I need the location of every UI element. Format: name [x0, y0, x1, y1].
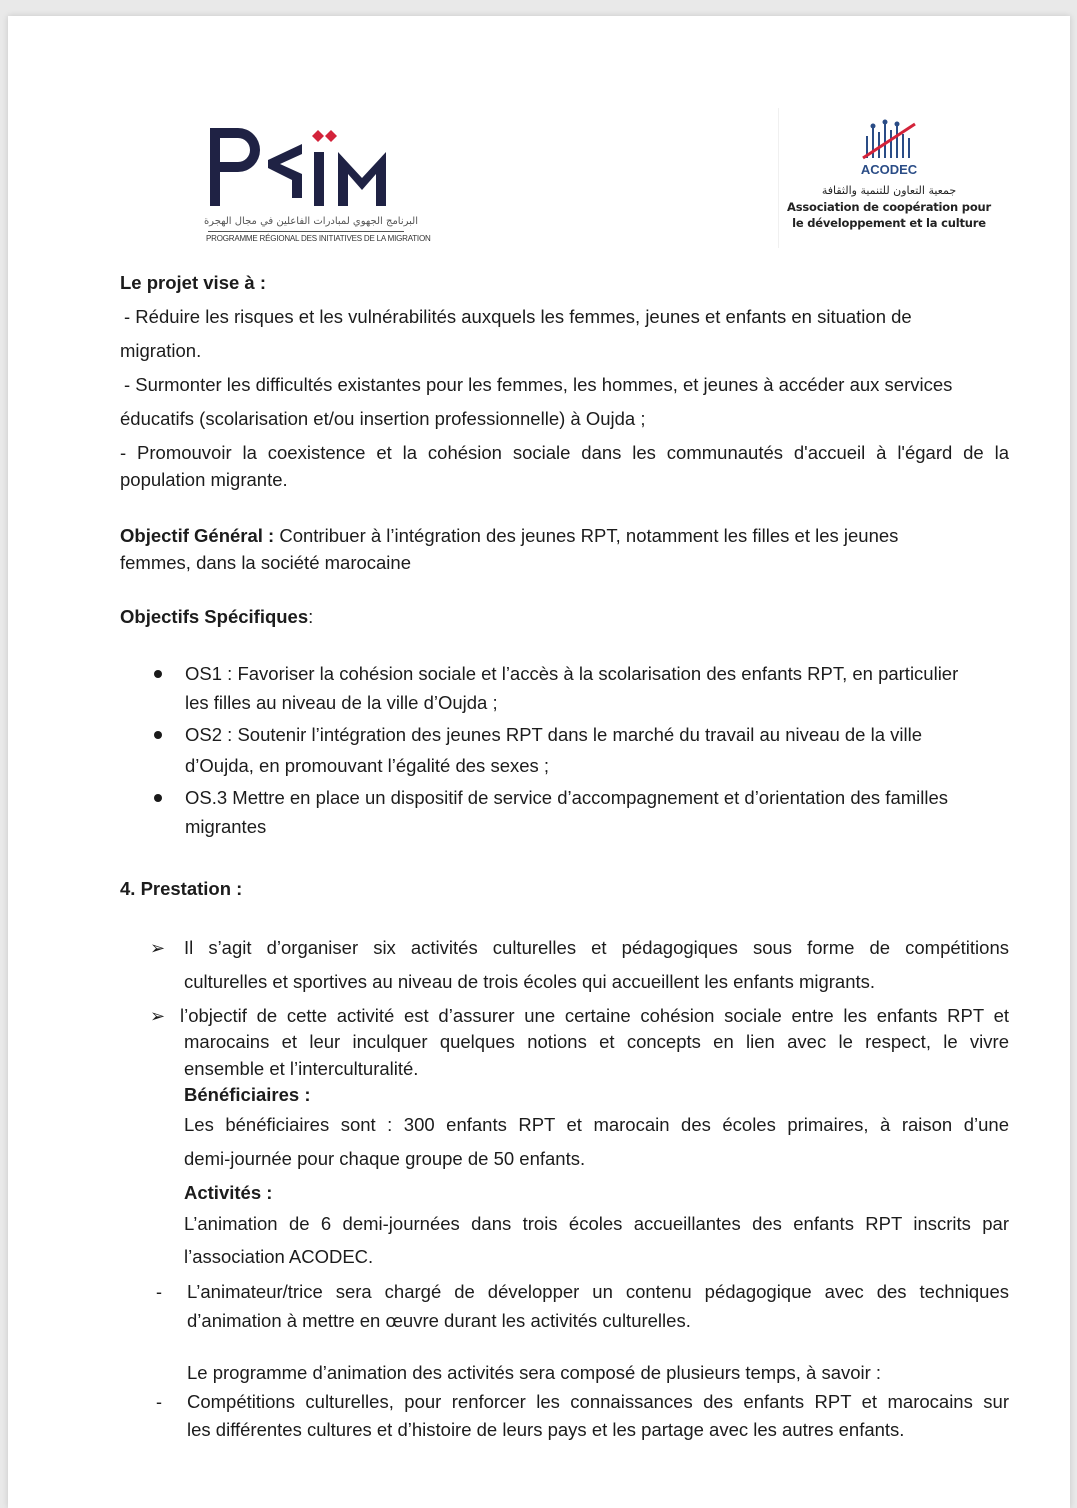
acodec-emblem-icon: [859, 118, 919, 162]
competitions-line-2: les différentes cultures et d’histoire de leurs pays et les partage avec les autres enfants.: [187, 1419, 905, 1440]
prim-logo-mark: [204, 120, 409, 212]
projet-item-3-cont: population migrante.: [120, 469, 288, 490]
arrow-bullet-icon: ➢: [150, 1006, 166, 1026]
arrow-bullet-icon: ➢: [150, 938, 166, 958]
activites-heading: Activités :: [184, 1182, 273, 1203]
dash-bullet: -: [156, 1282, 162, 1302]
projet-item-1: - Réduire les risques et les vulnérabilités auxquels les femmes, jeunes et enfants en situation de: [124, 306, 912, 327]
prestation-item-1-line-1: Il s’agit d’organiser six activités culturelles et pédagogiques sous forme de compétitions: [184, 937, 1009, 958]
os2-line-1: OS2 : Soutenir l’intégration des jeunes RPT dans le marché du travail au niveau de la ville: [185, 724, 922, 745]
bullet-icon: [154, 731, 162, 739]
objectifs-specifiques-heading: [120, 604, 313, 630]
acodec-arabic-text: جمعية التعاون للتنمية والثقافة: [821, 184, 957, 197]
os2-line-2: d’Oujda, en promouvant l’égalité des sexes ;: [185, 755, 550, 776]
projet-item-1-cont: migration.: [120, 340, 202, 361]
bullet-icon: [154, 670, 162, 678]
prestation-heading: 4. Prestation :: [120, 878, 243, 899]
prestation-item-2-line-3: ensemble et l’interculturalité.: [184, 1058, 419, 1079]
projet-heading: Le projet vise à :: [120, 272, 266, 293]
beneficiaires-line-2: demi-journée pour chaque groupe de 50 enfants.: [184, 1148, 586, 1169]
beneficiaires-line-1: Les bénéficiaires sont : 300 enfants RPT et marocain des écoles primaires, à raison d’une: [184, 1114, 1009, 1135]
prim-arabic-text: البرنامج الجهوي لمبادرات الفاعلين في مجال الهجرة: [203, 216, 418, 227]
dash-bullet: -: [156, 1392, 162, 1412]
objectifs-specifiques-label: Objectifs Spécifiques: [120, 606, 309, 627]
prestation-item-1-line-2: culturelles et sportives au niveau de trois écoles qui accueillent les enfants migrants.: [184, 971, 876, 992]
animateur-line-1: L’animateur/trice sera chargé de développer un contenu pédagogique avec des techniques: [187, 1281, 1009, 1302]
projet-item-2-cont: éducatifs (scolarisation et/ou insertion professionnelle) à Oujda ;: [120, 408, 646, 429]
os3-line-2: migrantes: [185, 816, 267, 837]
objectif-general-line-2: femmes, dans la société marocaine: [120, 552, 411, 573]
acodec-french-line-1: Association de coopération pour: [787, 200, 991, 214]
prestation-item-2-line-1: l’objectif de cette activité est d’assurer une certaine cohésion sociale entre les enfants RPT et: [180, 1005, 1009, 1026]
prim-divider: [208, 231, 404, 232]
prestation-item-2-line-2: marocains et leur inculquer quelques notions et concepts en lien avec le respect, le vivre: [184, 1031, 1009, 1052]
competitions-line-1: Compétitions culturelles, pour renforcer les connaissances des enfants RPT et marocains sur: [187, 1391, 1009, 1412]
programme-line: Le programme d’animation des activités sera composé de plusieurs temps, à savoir :: [187, 1362, 882, 1383]
objectifs-specifiques-colon: :: [308, 606, 314, 627]
acodec-french-line-2: le développement et la culture: [792, 216, 986, 230]
bullet-icon: [154, 794, 162, 802]
projet-item-2: - Surmonter les difficultés existantes pour les femmes, les hommes, et jeunes à accéder aux services: [124, 374, 953, 395]
prim-subtitle: PROGRAMME RÉGIONAL DES INITIATIVES DE LA MIGRATION: [206, 234, 431, 243]
activites-line-2: l’association ACODEC.: [184, 1246, 374, 1267]
beneficiaires-heading: Bénéficiaires :: [184, 1084, 311, 1105]
projet-item-3: - Promouvoir la coexistence et la cohésion sociale dans les communautés d'accueil à l'égard de la: [120, 442, 1009, 463]
animateur-line-2: d’animation à mettre en œuvre durant les activités culturelles.: [187, 1310, 691, 1331]
prim-logo: [203, 120, 431, 250]
os3-line-1: OS.3 Mettre en place un dispositif de service d’accompagnement et d’orientation des familles: [185, 787, 949, 808]
document-page: [8, 16, 1070, 1508]
acodec-logo: [778, 108, 999, 248]
objectif-general-text: Contribuer à l’intégration des jeunes RPT, notamment les filles et les jeunes: [274, 525, 899, 546]
acodec-name: ACODEC: [860, 162, 918, 177]
activites-line-1: L’animation de 6 demi-journées dans trois écoles accueillantes des enfants RPT inscrits par: [184, 1213, 1009, 1234]
objectif-general-label: Objectif Général :: [120, 525, 275, 546]
os1-line-1: OS1 : Favoriser la cohésion sociale et l’accès à la scolarisation des enfants RPT, en particulier: [185, 663, 959, 684]
os1-line-2: les filles au niveau de la ville d’Oujda ;: [185, 692, 498, 713]
objectif-general-line-1: [120, 523, 898, 549]
